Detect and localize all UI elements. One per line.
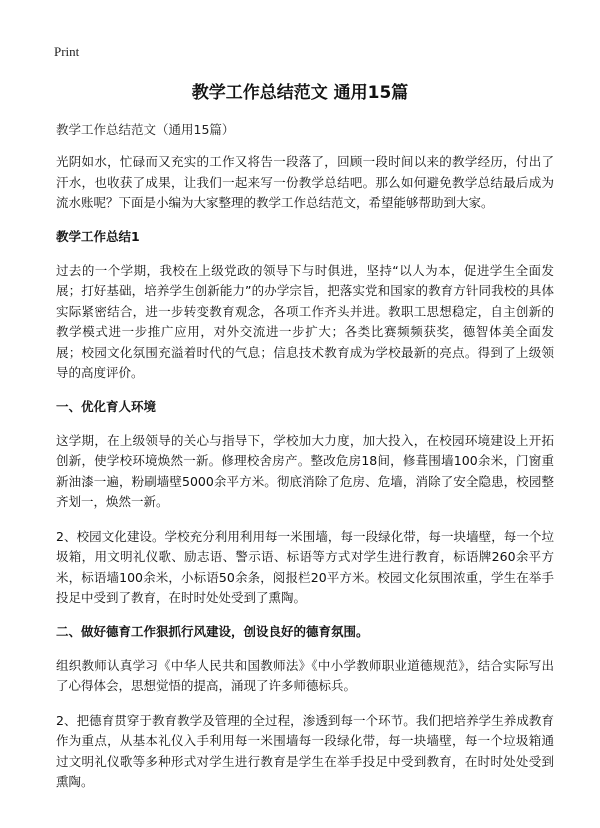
paragraph-teacher-study: 组织教师认真学习《中华人民共和国教师法》《中小学教师职业道德规范》，结合实际写出了心得体会，思想觉悟的提高，涌现了许多师德标兵。 <box>56 657 554 693</box>
section-heading-environment: 一、优化育人环境 <box>56 398 157 414</box>
document-body <box>56 152 554 807</box>
section-heading-summary-1: 教学工作总结1 <box>56 228 140 244</box>
paragraph-moral-integration: 2、把德育贯穿于教育教学及管理的全过程，渗透到每一个环节。我们把培养学生养成教育作为重点，从基本礼仪入手利用每一米围墙每一段绿化带，每一块墙壁，每一个垃圾箱通过文明礼仪歌等多种形式对学生进行教育是学生在举手投足中受到教育，在时时处处受到熏陶。 <box>56 712 554 789</box>
print-label[interactable]: Print <box>54 44 80 59</box>
paragraph-intro: 光阴如水，忙碌而又充实的工作又将告一段落了，回顾一段时间以来的教学经历，付出了汗水，也收获了成果，让我们一起来写一份教学总结吧。那么如何避免教学总结最后成为流水账呢？下面是小编为大家整理的教学工作总结范文，希望能够帮助到大家。 <box>56 154 554 210</box>
document-subtitle: 教学工作总结范文（通用15篇） <box>56 122 235 137</box>
page-title: 教学工作总结范文 通用15篇 <box>191 83 409 103</box>
section-heading-moral-education: 二、做好德育工作狠抓行风建设，创设良好的德育氛围。 <box>56 623 369 639</box>
paragraph-environment: 这学期，在上级领导的关心与指导下，学校加大力度，加大投入，在校园环境建设上开拓创新，使学校环境焕然一新。修理校舍房产。整改危房18间，修葺围墙100余米，门窗重新油漆一遍，粉刷墙壁5000余平方米。彻底消除了危房、危墙，消除了安全隐患，校园整齐划一，焕然一新。 <box>56 432 554 509</box>
paragraph-summary-overview: 过去的一个学期，我校在上级党政的领导下与时俱进，坚持“以人为本，促进学生全面发展；打好基础，培养学生创新能力”的办学宗旨，把落实党和国家的教育方针同我校的具体实际紧密结合，进一步转变教育观念，各项工作齐头并进。教职工思想稳定，自主创新的教学模式进一步推广应用，对外交流进一步扩大；各类比赛频频获奖，德智体美全面发展；校园文化氛围充溢着时代的气息；信息技术教育成为学校最新的亮点。得到了上级领导的高度评价。 <box>56 262 554 380</box>
paragraph-campus-culture: 2、校园文化建设。学校充分利用利用每一米围墙，每一段绿化带，每一块墙壁，每一个垃圾箱，用文明礼仪歌、励志语、警示语、标语等方式对学生进行教育，标语牌260余平方米，标语墙100余米，小标语50余条，阅报栏20平方米。校园文化氛围浓重，学生在举手投足中受到了教育，在时时处处受到了熏陶。 <box>56 528 554 605</box>
